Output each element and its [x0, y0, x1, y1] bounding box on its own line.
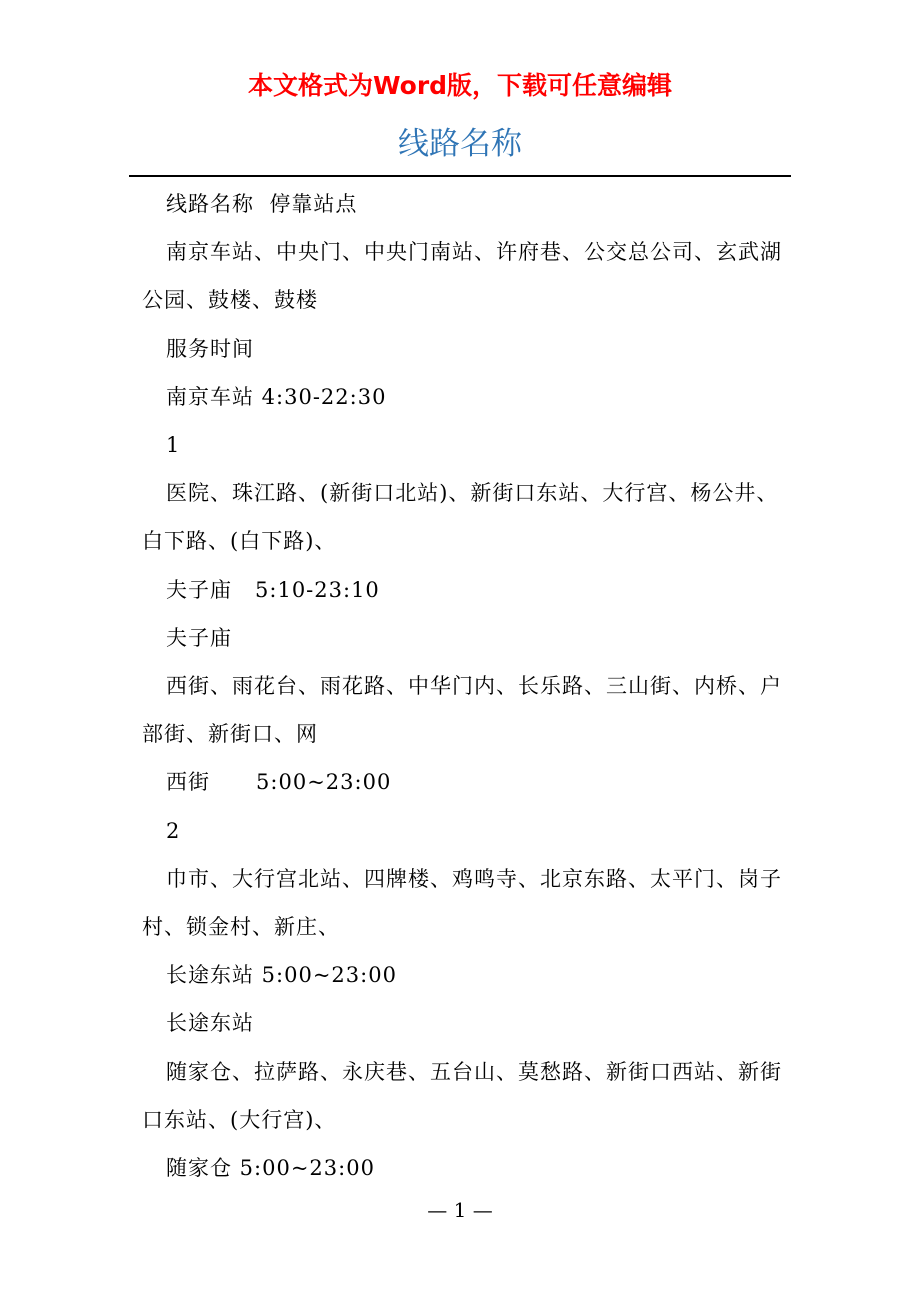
document-title: 线路名称: [398, 126, 522, 162]
paragraph-stops: 南京车站、中央门、中央门南站、许府巷、公交总公司、玄武湖公园、鼓楼、鼓楼: [142, 240, 782, 313]
header-divider: [129, 175, 791, 177]
page-number: — 1 —: [427, 1198, 493, 1222]
paragraph-stops: 西街、雨花台、雨花路、中华门内、长乐路、三山街、内桥、户部街、新街口、网: [142, 674, 782, 747]
download-banner: 本文格式为Word版，下载可任意编辑: [247, 71, 673, 100]
paragraph-stops: 随家仓、拉萨路、永庆巷、五台山、莫愁路、新街口西站、新街口东站、(大行宫)、: [142, 1059, 782, 1132]
paragraph-terminal-hours: 西街 5:00~23:00: [166, 770, 392, 795]
paragraph-terminal-hours: 夫子庙 5:10-23:10: [166, 577, 380, 602]
paragraph-terminal-hours: 长途东站 5:00~23:00: [166, 963, 397, 988]
paragraph-header-row: 线路名称 停靠站点: [166, 192, 358, 216]
paragraph-stops: 医院、珠江路、(新街口北站)、新街口东站、大行宫、杨公井、白下路、(白下路)、: [142, 481, 779, 554]
paragraph-stops: 巾市、大行宫北站、四牌楼、鸡鸣寺、北京东路、太平门、岗子村、锁金村、新庄、: [142, 866, 782, 940]
paragraph-service-time-label: 服务时间: [166, 336, 254, 361]
paragraph-terminal: 长途东站: [166, 1011, 254, 1036]
paragraph-terminal: 夫子庙: [166, 625, 232, 650]
document-body: [142, 180, 792, 1192]
paragraph-route-number: 2: [166, 818, 181, 843]
paragraph-route-number: 1: [166, 433, 181, 458]
paragraph-terminal-hours: 南京车站 4:30-22:30: [166, 384, 387, 409]
paragraph-terminal-hours: 随家仓 5:00~23:00: [166, 1156, 375, 1181]
